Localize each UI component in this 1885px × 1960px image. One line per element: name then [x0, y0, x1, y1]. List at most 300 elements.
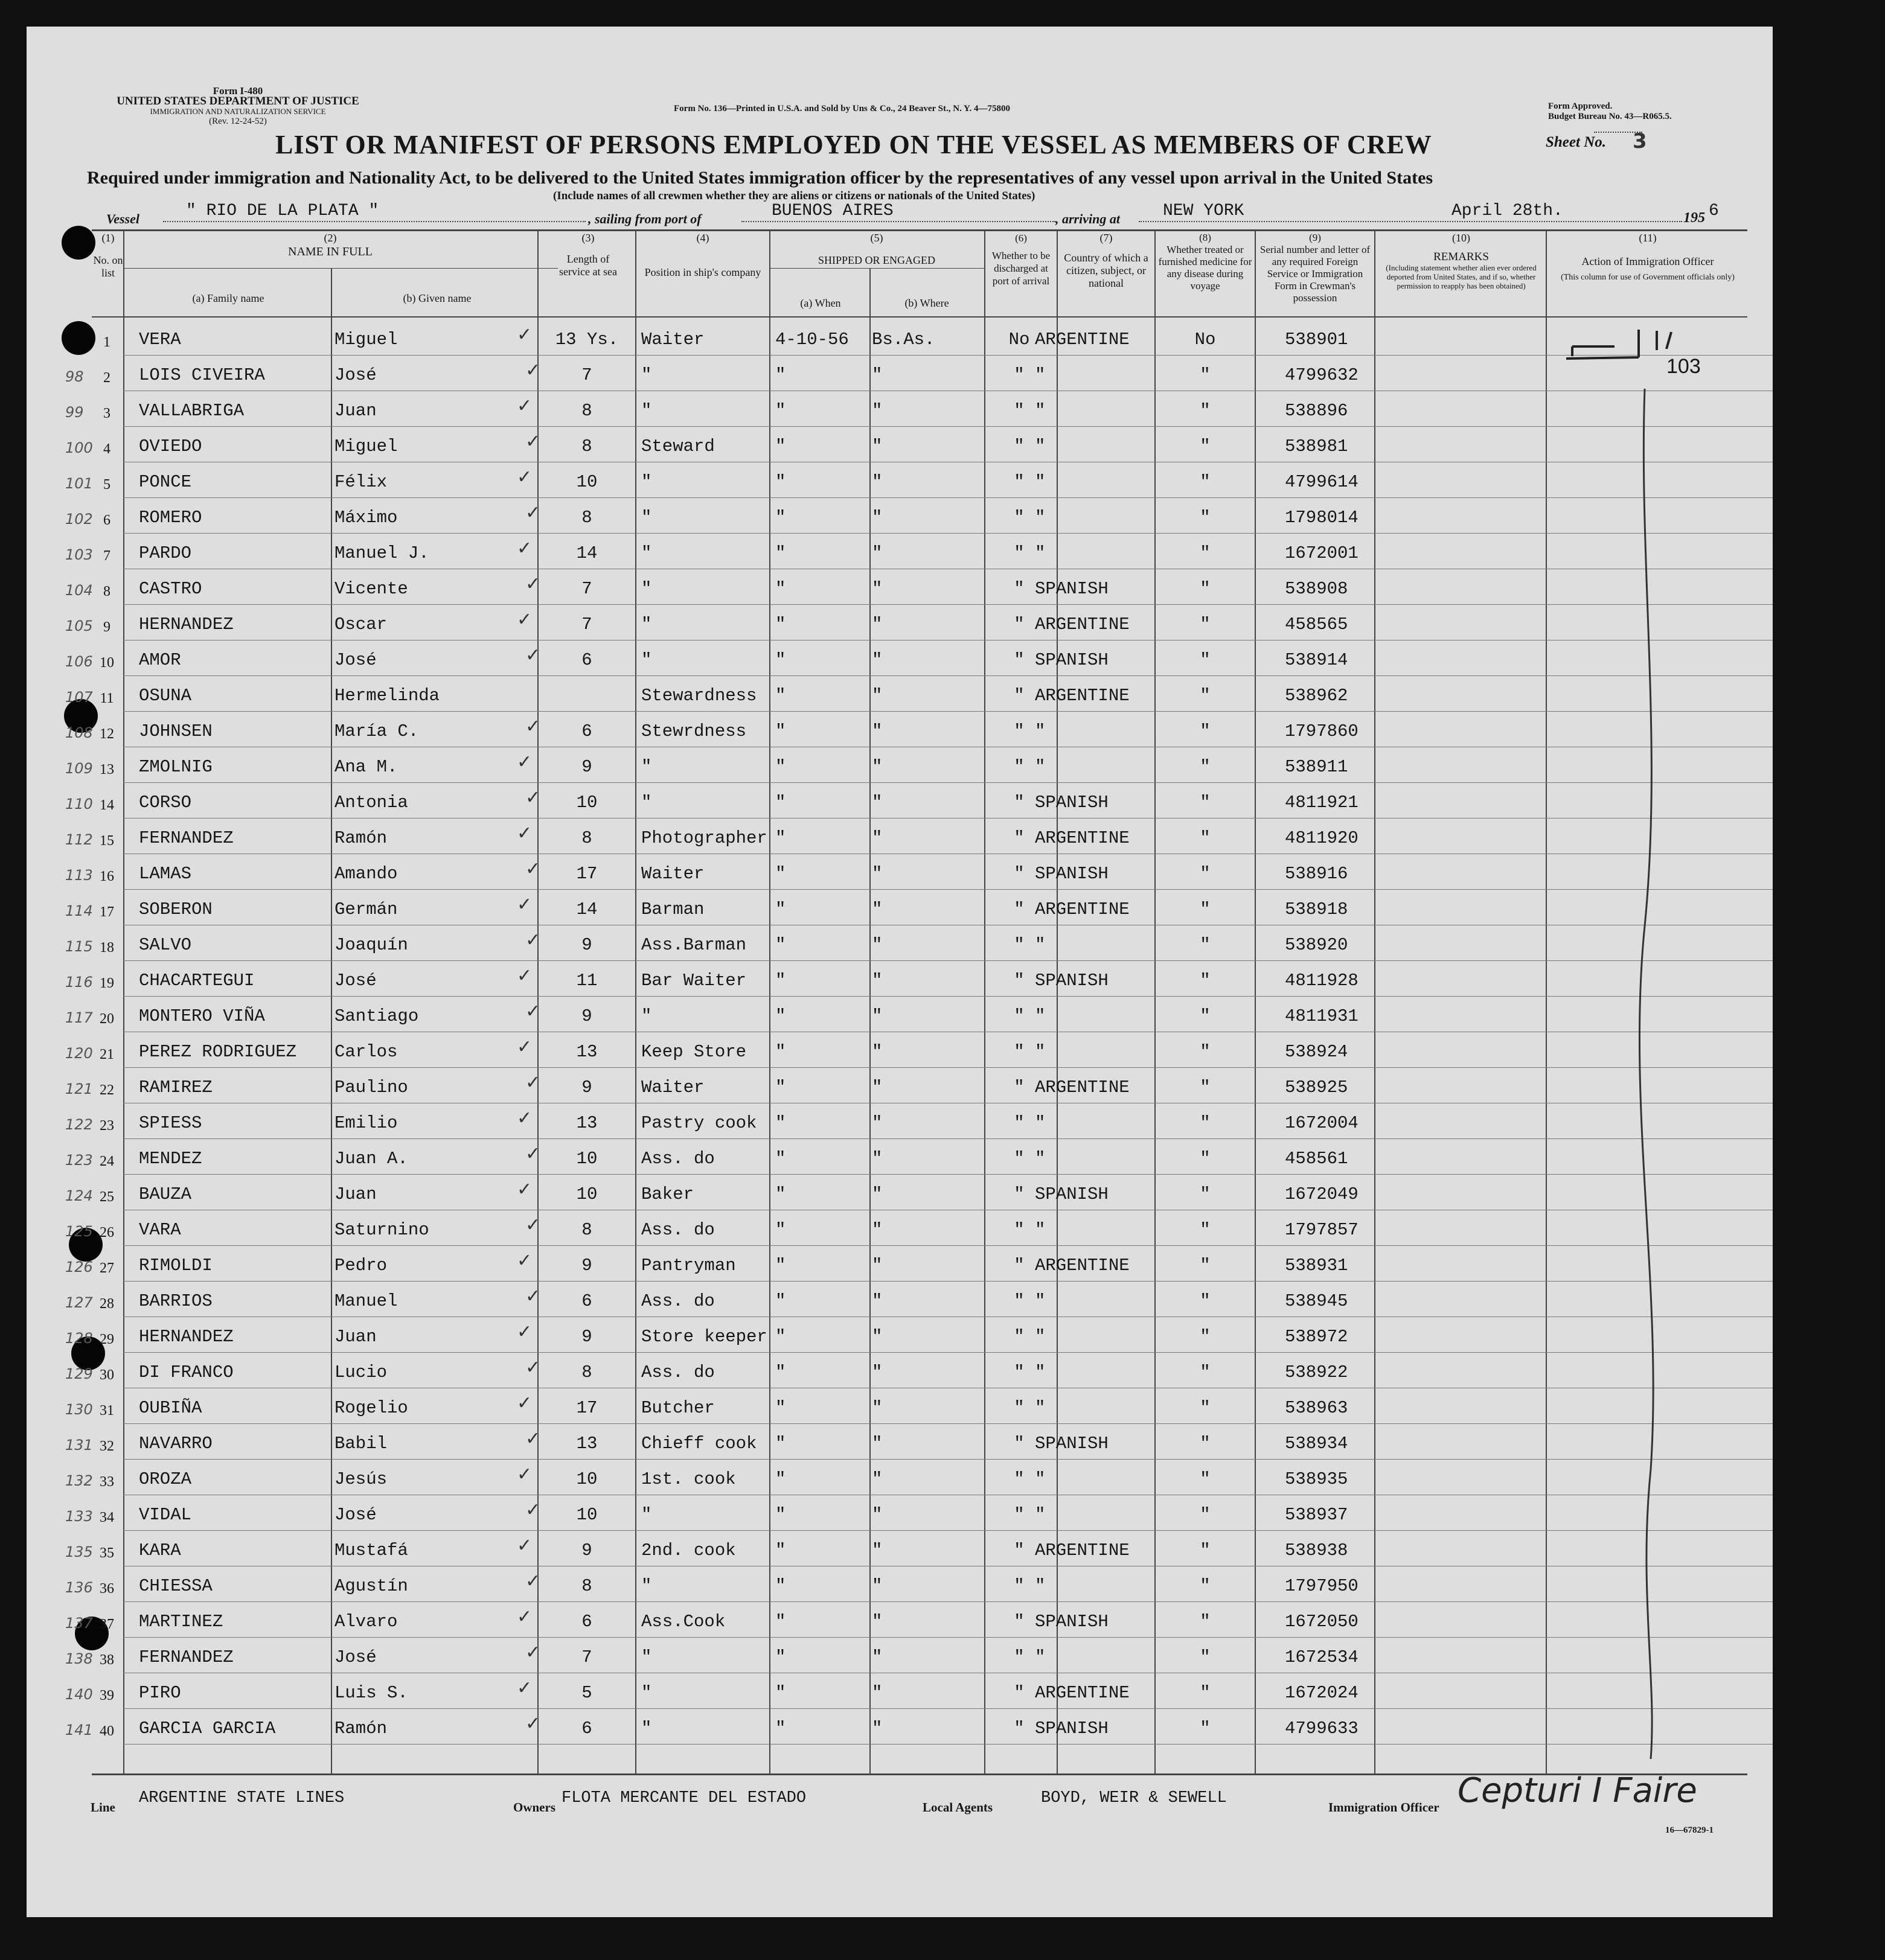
shipped-when: "	[775, 793, 786, 812]
family-name: VERA	[139, 330, 181, 350]
position: Store keeper	[641, 1327, 767, 1347]
row-number: 6	[103, 512, 110, 528]
shipped-where: "	[872, 864, 883, 884]
nationality: "	[1035, 1647, 1046, 1667]
shipped-where: "	[872, 650, 883, 670]
discharged: "	[1014, 1077, 1025, 1097]
given-name: José	[334, 971, 377, 991]
row-number: 31	[100, 1403, 114, 1419]
position: Waiter	[641, 864, 705, 884]
margin-note: 110	[65, 796, 93, 812]
shipped-where: "	[872, 1505, 883, 1525]
row-number: 20	[100, 1011, 114, 1027]
medicine: "	[1200, 401, 1211, 421]
shipped-where: "	[872, 1362, 883, 1382]
check-mark-icon: ✓	[517, 1108, 533, 1129]
row-number: 2	[103, 370, 110, 386]
col11-number: (11)	[1639, 232, 1657, 244]
row-number: 10	[100, 655, 114, 671]
shipped-where: "	[872, 1398, 883, 1418]
position: Ass. do	[641, 1220, 715, 1240]
shipped-where: "	[872, 365, 883, 385]
family-name: PARDO	[139, 543, 192, 563]
serial-number: 538901	[1285, 330, 1348, 350]
serial-number: 538935	[1285, 1469, 1348, 1489]
shipped-when: "	[775, 1719, 786, 1738]
given-name: Antonia	[334, 793, 408, 812]
discharged: "	[1014, 1576, 1025, 1596]
discharged: "	[1014, 1362, 1025, 1382]
table-row	[27, 1388, 1773, 1424]
position: "	[641, 508, 652, 528]
check-mark-icon: ✓	[525, 1215, 541, 1236]
shipped-where: "	[872, 401, 883, 421]
discharged: "	[1014, 1291, 1025, 1311]
check-mark-icon: ✓	[517, 324, 533, 345]
given-name: María C.	[334, 721, 419, 741]
family-name: ZMOLNIG	[139, 757, 213, 777]
given-name: Alvaro	[334, 1612, 398, 1632]
check-mark-icon: ✓	[517, 1393, 533, 1414]
approval-text: Form Approved.	[1548, 101, 1613, 111]
row-number: 36	[100, 1581, 114, 1597]
shipped-when: "	[775, 971, 786, 991]
position: Stewrdness	[641, 721, 747, 741]
family-name: JOHNSEN	[139, 721, 213, 741]
row-number: 5	[103, 477, 110, 493]
serial-number: 4799633	[1285, 1719, 1359, 1738]
table-row	[27, 1638, 1773, 1673]
shipped-when: "	[775, 1256, 786, 1275]
position: Photographer	[641, 828, 767, 848]
col10-label: REMARKS	[1433, 251, 1489, 263]
printer-line: Form No. 136—Printed in U.S.A. and Sold by Uns & Co., 24 Beaver St., N. Y. 4—75800	[674, 104, 1010, 113]
service-length: 8	[581, 1220, 592, 1240]
table-row	[27, 997, 1773, 1032]
margin-note: 123	[65, 1152, 93, 1169]
service-length: 17	[576, 1398, 598, 1418]
check-mark-icon: ✓	[525, 1286, 541, 1307]
discharged: "	[1014, 1398, 1025, 1418]
serial-number: 538931	[1285, 1256, 1348, 1275]
margin-note: 129	[65, 1365, 93, 1382]
margin-note: 114	[65, 902, 93, 919]
officer-mark	[1604, 338, 1605, 339]
serial-number: 1672004	[1285, 1113, 1359, 1133]
given-name: Santiago	[334, 1006, 419, 1026]
row-number: 15	[100, 833, 114, 849]
medicine: "	[1200, 365, 1211, 385]
page-title: LIST OR MANIFEST OF PERSONS EMPLOYED ON THE VESSEL AS MEMBERS OF CREW	[275, 130, 1432, 159]
check-mark-icon: ✓	[525, 858, 541, 879]
medicine: "	[1200, 1683, 1211, 1703]
position: Baker	[641, 1184, 694, 1204]
table-row	[27, 1103, 1773, 1139]
margin-note: 128	[65, 1330, 93, 1347]
check-mark-icon: ✓	[517, 1535, 533, 1556]
subtitle: Required under immigration and Nationality Act, to be delivered to the United States immigration officer by the representatives of any vessel upon arrival in the United States	[87, 168, 1433, 188]
given-name: Mustafá	[334, 1540, 408, 1560]
line-label: Line	[91, 1800, 115, 1815]
shipped-when: "	[775, 1327, 786, 1347]
service-length: 10	[576, 1505, 598, 1525]
shipped-when: "	[775, 721, 786, 741]
row-number: 28	[100, 1296, 114, 1312]
serial-number: 538914	[1285, 650, 1348, 670]
row-number: 11	[100, 691, 114, 706]
vessel-label: Vessel	[106, 211, 139, 226]
col6-number: (6)	[1015, 232, 1027, 244]
margin-note: 133	[65, 1508, 93, 1525]
table-row	[27, 498, 1773, 534]
medicine: "	[1200, 1505, 1211, 1525]
family-name: HERNANDEZ	[139, 614, 234, 634]
discharged: "	[1014, 1042, 1025, 1062]
given-name: Ana M.	[334, 757, 398, 777]
table-row	[27, 854, 1773, 890]
service-length: 14	[576, 899, 598, 919]
family-name: OSUNA	[139, 686, 192, 706]
table-row	[27, 1210, 1773, 1246]
given-name: Joaquín	[334, 935, 408, 955]
medicine: "	[1200, 899, 1211, 919]
serial-number: 538922	[1285, 1362, 1348, 1382]
shipped-where: "	[872, 1042, 883, 1062]
shipped-where: "	[872, 1576, 883, 1596]
family-name: NAVARRO	[139, 1434, 213, 1454]
shipped-when: "	[775, 508, 786, 528]
include-note: (Include names of all crewmen whether they are aliens or citizens or nationals of the United States)	[553, 190, 1035, 202]
agents-value: BOYD, WEIR & SEWELL	[1041, 1789, 1227, 1807]
position: "	[641, 579, 652, 599]
service-length: 5	[581, 1683, 592, 1703]
department: UNITED STATES DEPARTMENT OF JUSTICE	[117, 95, 359, 107]
table-row	[27, 819, 1773, 854]
position: Pantryman	[641, 1256, 736, 1275]
family-name: GARCIA GARCIA	[139, 1719, 276, 1738]
discharged: "	[1014, 1149, 1025, 1169]
discharged: "	[1014, 1327, 1025, 1347]
col6-header	[985, 232, 1057, 287]
position: Barman	[641, 899, 705, 919]
service-length: 13	[576, 1042, 598, 1062]
shipped-where: "	[872, 1719, 883, 1738]
service-length: 17	[576, 864, 598, 884]
position: Ass.Cook	[641, 1612, 726, 1632]
nationality: "	[1035, 757, 1046, 777]
table-row	[27, 320, 1773, 356]
shipped-where: "	[872, 1149, 883, 1169]
col8-label: Whether treated or furnished medicine for any disease during voyage	[1158, 244, 1252, 292]
service-length: 9	[581, 1006, 592, 1026]
shipped-where: "	[872, 1256, 883, 1275]
col2b-header: (b) Given name	[403, 292, 472, 304]
sheet-number: 3	[1633, 129, 1647, 153]
shipped-when: "	[775, 1113, 786, 1133]
year-printed: 195	[1683, 210, 1705, 226]
margin-note: 126	[65, 1259, 93, 1275]
position: "	[641, 365, 652, 385]
table-row	[27, 1032, 1773, 1068]
margin-note: 137	[65, 1615, 93, 1632]
family-name: PONCE	[139, 472, 192, 492]
check-mark-icon: ✓	[525, 716, 541, 737]
check-mark-icon: ✓	[525, 502, 541, 523]
shipped-when: "	[775, 757, 786, 777]
check-mark-icon: ✓	[517, 1321, 533, 1342]
position: 1st. cook	[641, 1469, 736, 1489]
table-row	[27, 712, 1773, 747]
discharged: "	[1014, 1184, 1025, 1204]
shipped-when: "	[775, 472, 786, 492]
family-name: OROZA	[139, 1469, 192, 1489]
row-number: 12	[100, 726, 114, 742]
shipped-when: "	[775, 864, 786, 884]
medicine: "	[1200, 1291, 1211, 1311]
col8-header	[1156, 232, 1255, 292]
table-row	[27, 1495, 1773, 1531]
shipped-where: "	[872, 1612, 883, 1632]
shipped-where: "	[872, 1077, 883, 1097]
serial-number: 538945	[1285, 1291, 1348, 1311]
table-row	[27, 605, 1773, 640]
service-length: 8	[581, 436, 592, 456]
col5b-header: (b) Where	[904, 297, 949, 309]
col7-number: (7)	[1099, 232, 1113, 244]
medicine: "	[1200, 1220, 1211, 1240]
position: "	[641, 1505, 652, 1525]
family-name: MONTERO VIÑA	[139, 1006, 265, 1026]
nationality: "	[1035, 1220, 1046, 1240]
service-length: 10	[576, 1469, 598, 1489]
serial-number: 538920	[1285, 935, 1348, 955]
nationality: ARGENTINE	[1035, 1683, 1130, 1703]
col2-header	[123, 232, 537, 258]
position: Keep Store	[641, 1042, 747, 1062]
punch-hole	[62, 226, 95, 260]
table-row	[27, 534, 1773, 569]
given-name: Carlos	[334, 1042, 398, 1062]
given-name: Ramón	[334, 1719, 388, 1738]
form-code: 16—67829-1	[1665, 1825, 1714, 1835]
check-mark-icon: ✓	[525, 360, 541, 381]
position: "	[641, 1576, 652, 1596]
family-name: CORSO	[139, 793, 192, 812]
discharged: "	[1014, 1006, 1025, 1026]
discharged: "	[1014, 757, 1025, 777]
family-name: VIDAL	[139, 1505, 192, 1525]
shipped-when: "	[775, 436, 786, 456]
shipped-where: "	[872, 1113, 883, 1133]
shipped-where: "	[872, 436, 883, 456]
col2-number: (2)	[324, 232, 337, 244]
margin-note: 122	[65, 1116, 93, 1133]
nationality: SPANISH	[1035, 1184, 1109, 1204]
shipped-where: "	[872, 614, 883, 634]
given-name: José	[334, 365, 377, 385]
family-name: VARA	[139, 1220, 181, 1240]
nationality: "	[1035, 1042, 1046, 1062]
discharged: "	[1014, 1540, 1025, 1560]
serial-number: 4811931	[1285, 1006, 1359, 1026]
shipped-when: "	[775, 935, 786, 955]
margin-note: 120	[65, 1045, 93, 1062]
shipped-when: "	[775, 401, 786, 421]
shipped-when: "	[775, 1220, 786, 1240]
medicine: "	[1200, 1612, 1211, 1632]
shipped-where: "	[872, 1647, 883, 1667]
margin-note: 140	[65, 1686, 93, 1703]
service-length: 7	[581, 579, 592, 599]
row-number: 33	[100, 1474, 114, 1490]
nationality: ARGENTINE	[1035, 899, 1130, 919]
col8-number: (8)	[1199, 232, 1211, 243]
serial-number: 458565	[1285, 614, 1348, 634]
nationality: "	[1035, 1398, 1046, 1418]
col6-label: Whether to be discharged at port of arrival	[991, 250, 1051, 287]
manifest-sheet	[27, 27, 1773, 1917]
medicine: "	[1200, 757, 1211, 777]
shipped-where: "	[872, 721, 883, 741]
service-length: 9	[581, 1540, 592, 1560]
family-name: CHIESSA	[139, 1576, 213, 1596]
table-row	[27, 427, 1773, 462]
col9-number: (9)	[1309, 232, 1321, 243]
owners-value: FLOTA MERCANTE DEL ESTADO	[562, 1789, 807, 1807]
nationality: "	[1035, 1291, 1046, 1311]
service-length: 10	[576, 1149, 598, 1169]
serial-number: 538918	[1285, 899, 1348, 919]
col11-note: (This column for use of Government officials only)	[1561, 273, 1735, 282]
serial-number: 538962	[1285, 686, 1348, 706]
shipped-when: "	[775, 1362, 786, 1382]
form-approval	[1548, 101, 1672, 122]
check-mark-icon: ✓	[525, 573, 541, 595]
margin-note: 116	[65, 974, 93, 991]
service-length: 9	[581, 1327, 592, 1347]
position: Ass. do	[641, 1149, 715, 1169]
discharged: "	[1014, 401, 1025, 421]
serial-number: 538934	[1285, 1434, 1348, 1454]
serial-number: 1672001	[1285, 543, 1359, 563]
check-mark-icon: ✓	[525, 1571, 541, 1592]
table-row	[27, 1353, 1773, 1388]
row-number: 35	[100, 1545, 114, 1561]
given-name: Juan	[334, 1184, 377, 1204]
serial-number: 1672024	[1285, 1683, 1359, 1703]
officer-bracket-mark	[1548, 322, 1747, 1771]
discharged: "	[1014, 1113, 1025, 1133]
service-length: 9	[581, 757, 592, 777]
margin-note: 141	[65, 1722, 93, 1738]
medicine: "	[1200, 1540, 1211, 1560]
margin-note: 115	[65, 938, 93, 955]
discharged: "	[1014, 793, 1025, 812]
table-row	[27, 1531, 1773, 1566]
discharged: "	[1014, 721, 1025, 741]
row-number: 27	[100, 1260, 114, 1276]
position: Pastry cook	[641, 1113, 757, 1133]
margin-note: 138	[65, 1650, 93, 1667]
col9-header	[1256, 232, 1374, 304]
shipped-when: "	[775, 1006, 786, 1026]
col5a-header: (a) When	[800, 297, 841, 309]
discharged: "	[1014, 365, 1025, 385]
shipped-when: "	[775, 1398, 786, 1418]
shipped-where: "	[872, 543, 883, 563]
given-name: Babil	[334, 1434, 388, 1454]
shipped-when: "	[775, 1434, 786, 1454]
given-name: Ramón	[334, 828, 388, 848]
table-row	[27, 890, 1773, 925]
shipped-when: 4-10-56	[775, 330, 849, 350]
given-name: José	[334, 650, 377, 670]
serial-number: 538937	[1285, 1505, 1348, 1525]
row-number: 25	[100, 1189, 114, 1205]
table-row	[27, 1602, 1773, 1638]
shipped-where: "	[872, 1469, 883, 1489]
position: Waiter	[641, 1077, 705, 1097]
service-length: 13	[576, 1113, 598, 1133]
family-name: SOBERON	[139, 899, 213, 919]
serial-number: 538963	[1285, 1398, 1348, 1418]
margin-note: 106	[65, 653, 93, 670]
table-row	[27, 391, 1773, 427]
form-header-left	[93, 86, 383, 127]
col7-label: Country of which a citizen, subject, or national	[1064, 252, 1148, 289]
margin-note: 101	[65, 475, 93, 492]
table-row	[27, 1068, 1773, 1103]
family-name: VALLABRIGA	[139, 401, 245, 421]
medicine: "	[1200, 1719, 1211, 1738]
given-name: Oscar	[334, 614, 388, 634]
service-length: 13	[576, 1434, 598, 1454]
serial-number: 1798014	[1285, 508, 1359, 528]
service-length: 13 Ys.	[555, 330, 619, 350]
given-name: Miguel	[334, 436, 398, 456]
nationality: "	[1035, 1362, 1046, 1382]
family-name: MARTINEZ	[139, 1612, 223, 1632]
nationality: ARGENTINE	[1035, 1540, 1130, 1560]
shipped-when: "	[775, 1469, 786, 1489]
serial-number: 4799632	[1285, 365, 1359, 385]
shipped-when: "	[775, 1505, 786, 1525]
check-mark-icon: ✓	[517, 467, 533, 488]
position: "	[641, 1719, 652, 1738]
table-row	[27, 1246, 1773, 1282]
check-mark-icon: ✓	[525, 1499, 541, 1521]
position: Ass. do	[641, 1362, 715, 1382]
nationality: SPANISH	[1035, 650, 1109, 670]
row-number: 40	[100, 1723, 114, 1739]
medicine: "	[1200, 1434, 1211, 1454]
family-name: SALVO	[139, 935, 192, 955]
family-name: FERNANDEZ	[139, 828, 234, 848]
table-row	[27, 676, 1773, 712]
col4-number: (4)	[696, 232, 709, 244]
medicine: "	[1200, 1256, 1211, 1275]
position: "	[641, 614, 652, 634]
form-id: Form I-480	[213, 85, 263, 97]
nationality: ARGENTINE	[1035, 1256, 1130, 1275]
shipped-when: "	[775, 1077, 786, 1097]
service-length: 9	[581, 1256, 592, 1275]
discharged: "	[1014, 1469, 1025, 1489]
row-number: 24	[100, 1154, 114, 1169]
medicine: "	[1200, 828, 1211, 848]
nationality: ARGENTINE	[1035, 330, 1130, 350]
row-number: 22	[100, 1082, 114, 1098]
